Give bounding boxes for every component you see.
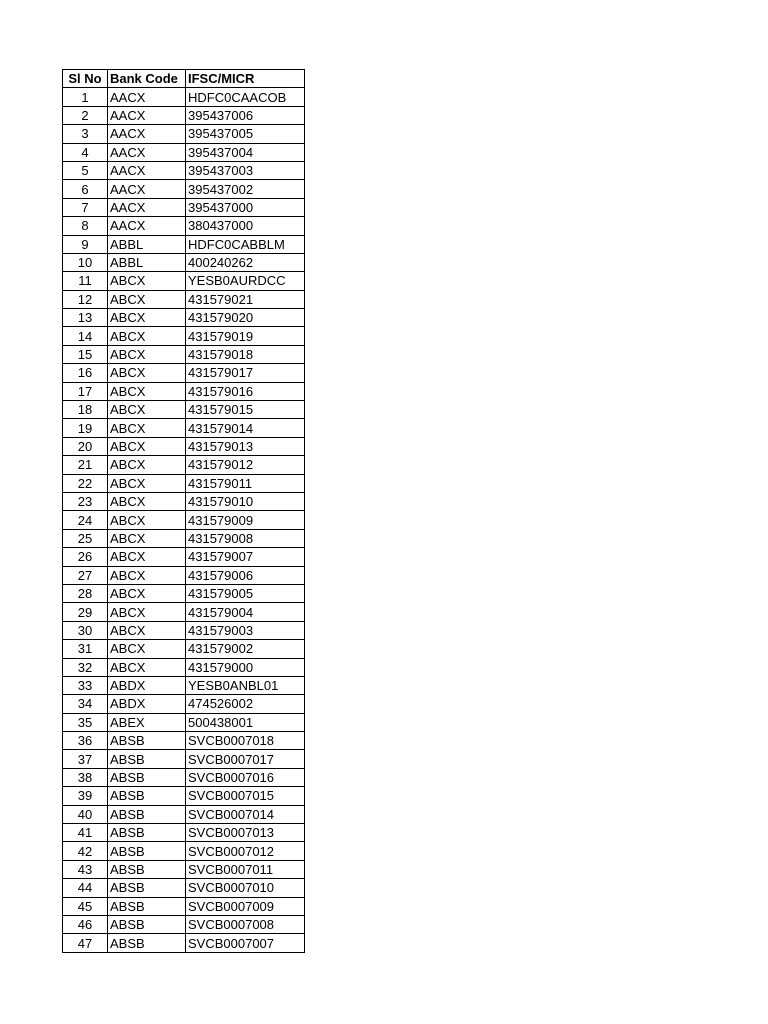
cell-bank-code: ABCX (108, 566, 186, 584)
cell-ifsc-micr: SVCB0007017 (186, 750, 305, 768)
cell-bank-code: ABCX (108, 548, 186, 566)
cell-ifsc-micr: 431579007 (186, 548, 305, 566)
cell-sl-no: 13 (63, 309, 108, 327)
cell-bank-code: ABCX (108, 529, 186, 547)
cell-bank-code: ABCX (108, 584, 186, 602)
table-header (63, 70, 305, 88)
cell-bank-code: ABSB (108, 897, 186, 915)
cell-sl-no: 28 (63, 584, 108, 602)
cell-ifsc-micr: 431579013 (186, 437, 305, 455)
cell-bank-code: ABSB (108, 915, 186, 933)
cell-sl-no: 15 (63, 345, 108, 363)
cell-ifsc-micr: SVCB0007013 (186, 824, 305, 842)
table-row (63, 584, 305, 602)
table-body (63, 88, 305, 952)
cell-bank-code: ABCX (108, 345, 186, 363)
table-row (63, 695, 305, 713)
cell-bank-code: ABSB (108, 934, 186, 952)
cell-sl-no: 16 (63, 364, 108, 382)
cell-ifsc-micr: 500438001 (186, 713, 305, 731)
cell-sl-no: 47 (63, 934, 108, 952)
cell-ifsc-micr: SVCB0007016 (186, 768, 305, 786)
table-row (63, 787, 305, 805)
cell-sl-no: 38 (63, 768, 108, 786)
cell-bank-code: ABSB (108, 842, 186, 860)
cell-sl-no: 22 (63, 474, 108, 492)
cell-ifsc-micr: 395437005 (186, 125, 305, 143)
cell-bank-code: ABCX (108, 437, 186, 455)
cell-ifsc-micr: SVCB0007008 (186, 915, 305, 933)
cell-bank-code: ABCX (108, 658, 186, 676)
cell-bank-code: ABCX (108, 401, 186, 419)
header-row (63, 70, 305, 88)
cell-bank-code: ABCX (108, 474, 186, 492)
table-row (63, 566, 305, 584)
cell-bank-code: ABCX (108, 492, 186, 510)
cell-ifsc-micr: 431579020 (186, 309, 305, 327)
cell-sl-no: 14 (63, 327, 108, 345)
cell-sl-no: 42 (63, 842, 108, 860)
cell-ifsc-micr: 395437000 (186, 198, 305, 216)
cell-sl-no: 1 (63, 88, 108, 106)
cell-sl-no: 35 (63, 713, 108, 731)
cell-sl-no: 24 (63, 511, 108, 529)
table-row (63, 327, 305, 345)
cell-ifsc-micr: SVCB0007014 (186, 805, 305, 823)
cell-ifsc-micr: 395437006 (186, 106, 305, 124)
table-row (63, 106, 305, 124)
cell-ifsc-micr: 400240262 (186, 253, 305, 271)
cell-ifsc-micr: 431579008 (186, 529, 305, 547)
cell-sl-no: 21 (63, 456, 108, 474)
cell-ifsc-micr: SVCB0007018 (186, 732, 305, 750)
table-row (63, 401, 305, 419)
cell-bank-code: AACX (108, 217, 186, 235)
cell-ifsc-micr: YESB0ANBL01 (186, 676, 305, 694)
cell-ifsc-micr: SVCB0007011 (186, 860, 305, 878)
table-row (63, 474, 305, 492)
table-row (63, 529, 305, 547)
bank-code-table (62, 69, 305, 953)
table-row (63, 640, 305, 658)
cell-sl-no: 46 (63, 915, 108, 933)
cell-sl-no: 29 (63, 603, 108, 621)
cell-bank-code: AACX (108, 88, 186, 106)
cell-bank-code: ABCX (108, 603, 186, 621)
cell-ifsc-micr: 431579004 (186, 603, 305, 621)
cell-bank-code: ABCX (108, 456, 186, 474)
table-row (63, 768, 305, 786)
cell-bank-code: AACX (108, 180, 186, 198)
table-row (63, 235, 305, 253)
table-row (63, 492, 305, 510)
table-row (63, 805, 305, 823)
cell-bank-code: ABSB (108, 860, 186, 878)
cell-sl-no: 33 (63, 676, 108, 694)
table-row (63, 180, 305, 198)
cell-sl-no: 17 (63, 382, 108, 400)
cell-bank-code: ABCX (108, 419, 186, 437)
cell-ifsc-micr: HDFC0CAACOB (186, 88, 305, 106)
table-row (63, 253, 305, 271)
cell-sl-no: 9 (63, 235, 108, 253)
cell-sl-no: 36 (63, 732, 108, 750)
cell-sl-no: 34 (63, 695, 108, 713)
cell-bank-code: AACX (108, 161, 186, 179)
table-row (63, 198, 305, 216)
cell-sl-no: 12 (63, 290, 108, 308)
cell-ifsc-micr: 431579000 (186, 658, 305, 676)
cell-ifsc-micr: SVCB0007012 (186, 842, 305, 860)
table-row (63, 309, 305, 327)
header-ifsc-micr: IFSC/MICR (186, 70, 305, 88)
table-row (63, 382, 305, 400)
cell-sl-no: 40 (63, 805, 108, 823)
cell-sl-no: 41 (63, 824, 108, 842)
cell-sl-no: 2 (63, 106, 108, 124)
cell-bank-code: ABBL (108, 253, 186, 271)
cell-sl-no: 5 (63, 161, 108, 179)
cell-ifsc-micr: SVCB0007015 (186, 787, 305, 805)
table-row (63, 290, 305, 308)
cell-bank-code: AACX (108, 198, 186, 216)
cell-sl-no: 39 (63, 787, 108, 805)
cell-bank-code: ABCX (108, 621, 186, 639)
cell-sl-no: 44 (63, 879, 108, 897)
cell-sl-no: 26 (63, 548, 108, 566)
cell-ifsc-micr: 395437002 (186, 180, 305, 198)
cell-bank-code: ABCX (108, 309, 186, 327)
cell-sl-no: 31 (63, 640, 108, 658)
cell-sl-no: 27 (63, 566, 108, 584)
cell-ifsc-micr: 431579011 (186, 474, 305, 492)
cell-ifsc-micr: 431579006 (186, 566, 305, 584)
cell-bank-code: ABSB (108, 805, 186, 823)
cell-ifsc-micr: 431579021 (186, 290, 305, 308)
cell-sl-no: 18 (63, 401, 108, 419)
table-row (63, 161, 305, 179)
cell-sl-no: 45 (63, 897, 108, 915)
table-row (63, 676, 305, 694)
table-row (63, 511, 305, 529)
cell-bank-code: ABCX (108, 511, 186, 529)
cell-ifsc-micr: 431579014 (186, 419, 305, 437)
cell-bank-code: ABCX (108, 640, 186, 658)
cell-ifsc-micr: SVCB0007010 (186, 879, 305, 897)
header-sl-no: Sl No (63, 70, 108, 88)
cell-bank-code: ABSB (108, 768, 186, 786)
cell-bank-code: ABDX (108, 676, 186, 694)
table-row (63, 88, 305, 106)
cell-ifsc-micr: 431579016 (186, 382, 305, 400)
cell-bank-code: ABCX (108, 272, 186, 290)
cell-bank-code: ABEX (108, 713, 186, 731)
cell-bank-code: AACX (108, 125, 186, 143)
table-row (63, 125, 305, 143)
cell-bank-code: AACX (108, 143, 186, 161)
cell-sl-no: 4 (63, 143, 108, 161)
cell-bank-code: ABSB (108, 787, 186, 805)
cell-ifsc-micr: 395437003 (186, 161, 305, 179)
table-row (63, 732, 305, 750)
cell-bank-code: ABSB (108, 879, 186, 897)
cell-bank-code: AACX (108, 106, 186, 124)
cell-sl-no: 3 (63, 125, 108, 143)
cell-sl-no: 25 (63, 529, 108, 547)
cell-ifsc-micr: HDFC0CABBLM (186, 235, 305, 253)
table-row (63, 713, 305, 731)
cell-bank-code: ABCX (108, 364, 186, 382)
table-row (63, 437, 305, 455)
table-row (63, 658, 305, 676)
cell-bank-code: ABSB (108, 750, 186, 768)
cell-ifsc-micr: SVCB0007009 (186, 897, 305, 915)
cell-sl-no: 30 (63, 621, 108, 639)
table-row (63, 824, 305, 842)
cell-sl-no: 43 (63, 860, 108, 878)
table-row (63, 860, 305, 878)
cell-sl-no: 37 (63, 750, 108, 768)
cell-ifsc-micr: SVCB0007007 (186, 934, 305, 952)
cell-sl-no: 11 (63, 272, 108, 290)
table-row (63, 915, 305, 933)
cell-ifsc-micr: 431579012 (186, 456, 305, 474)
cell-bank-code: ABDX (108, 695, 186, 713)
cell-ifsc-micr: YESB0AURDCC (186, 272, 305, 290)
cell-sl-no: 8 (63, 217, 108, 235)
cell-ifsc-micr: 431579002 (186, 640, 305, 658)
cell-ifsc-micr: 431579003 (186, 621, 305, 639)
cell-sl-no: 7 (63, 198, 108, 216)
cell-sl-no: 19 (63, 419, 108, 437)
cell-bank-code: ABCX (108, 382, 186, 400)
table-row (63, 456, 305, 474)
cell-bank-code: ABCX (108, 290, 186, 308)
cell-ifsc-micr: 431579009 (186, 511, 305, 529)
table-row (63, 603, 305, 621)
cell-ifsc-micr: 395437004 (186, 143, 305, 161)
table-row (63, 621, 305, 639)
table-row (63, 897, 305, 915)
table-row (63, 217, 305, 235)
table-row (63, 419, 305, 437)
cell-bank-code: ABBL (108, 235, 186, 253)
table-row (63, 842, 305, 860)
table-row (63, 934, 305, 952)
table-row (63, 548, 305, 566)
cell-ifsc-micr: 431579005 (186, 584, 305, 602)
table-row (63, 364, 305, 382)
cell-ifsc-micr: 431579017 (186, 364, 305, 382)
cell-ifsc-micr: 431579010 (186, 492, 305, 510)
table-row (63, 272, 305, 290)
header-bank-code: Bank Code (108, 70, 186, 88)
cell-ifsc-micr: 431579018 (186, 345, 305, 363)
cell-bank-code: ABSB (108, 824, 186, 842)
cell-sl-no: 10 (63, 253, 108, 271)
cell-sl-no: 20 (63, 437, 108, 455)
table-row (63, 879, 305, 897)
cell-sl-no: 32 (63, 658, 108, 676)
cell-ifsc-micr: 431579015 (186, 401, 305, 419)
cell-bank-code: ABSB (108, 732, 186, 750)
cell-sl-no: 23 (63, 492, 108, 510)
cell-ifsc-micr: 474526002 (186, 695, 305, 713)
table-row (63, 750, 305, 768)
cell-ifsc-micr: 380437000 (186, 217, 305, 235)
table-row (63, 345, 305, 363)
cell-ifsc-micr: 431579019 (186, 327, 305, 345)
cell-bank-code: ABCX (108, 327, 186, 345)
table-row (63, 143, 305, 161)
cell-sl-no: 6 (63, 180, 108, 198)
